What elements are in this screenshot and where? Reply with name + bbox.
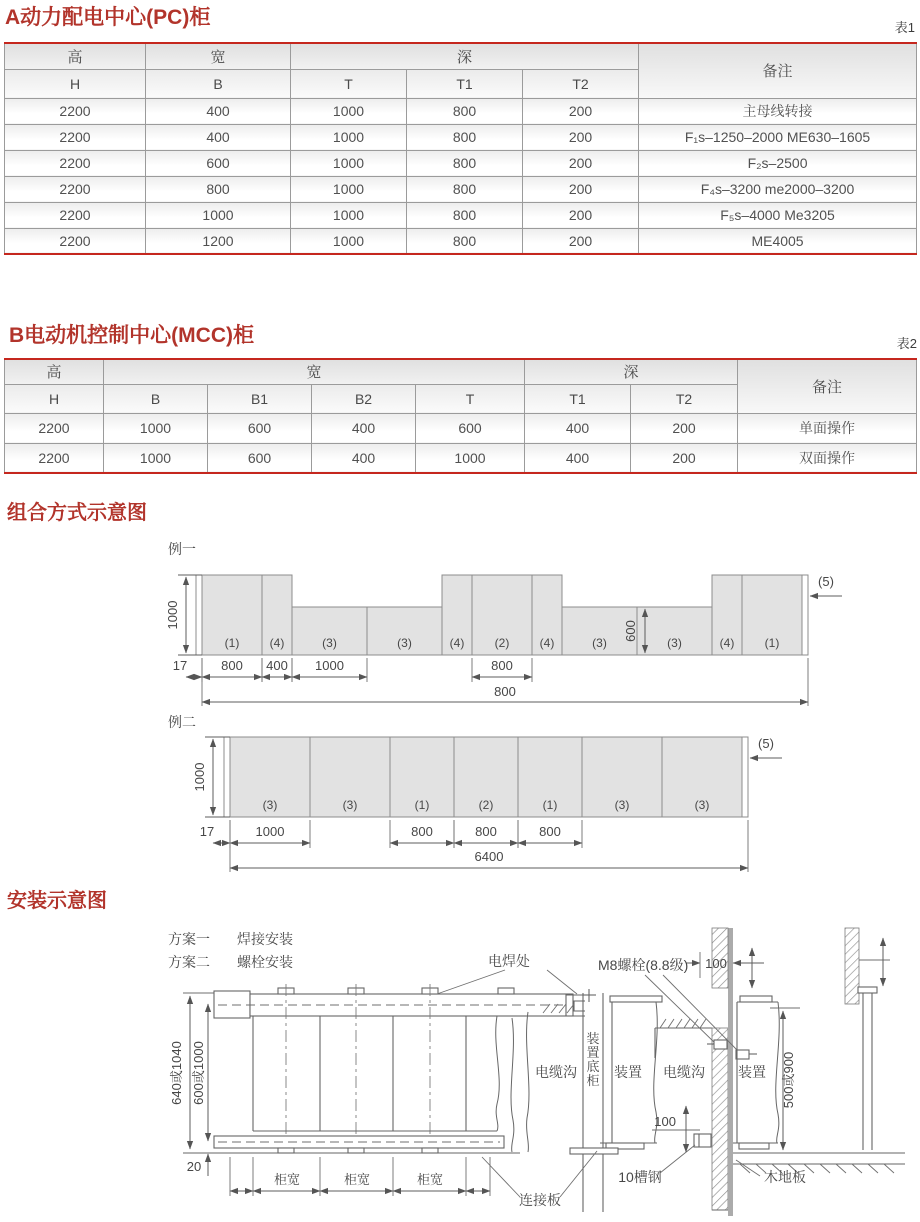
header-cell: T1 xyxy=(525,384,631,413)
cabinet-block-label: (4) xyxy=(719,636,735,650)
cabinet-width-label: 柜宽 xyxy=(273,1172,301,1187)
header-cell: 高 xyxy=(5,43,146,69)
table-cell: 200 xyxy=(523,228,639,254)
section-install-title: 安装示意图 xyxy=(7,890,107,912)
channel-steel-label: 10槽钢 xyxy=(618,1169,662,1185)
table-cell: 2200 xyxy=(5,176,146,202)
overall-dim-label: 6400 xyxy=(474,849,504,864)
table-cell: 1000 xyxy=(291,228,407,254)
device-right-label: 装置 xyxy=(738,1064,766,1080)
table-cell: 600 xyxy=(146,150,291,176)
height-dim-label: 1000 xyxy=(192,762,207,792)
table-cell: F₂s–2500 xyxy=(639,150,917,176)
height-dim-label: 1000 xyxy=(165,600,180,630)
width-dim-label: 800 xyxy=(411,824,433,839)
rect-element xyxy=(694,1134,711,1147)
tspan-element: 装 xyxy=(586,1031,600,1046)
table-cell: 主母线转接 xyxy=(639,98,917,124)
cabinet-width-dims xyxy=(230,1157,490,1196)
end-panel xyxy=(742,737,748,817)
table-cell: 800 xyxy=(407,98,523,124)
table-cell: 400 xyxy=(525,413,631,443)
table1-tag: 表1 xyxy=(894,20,915,35)
weld-point-label: 电焊处 xyxy=(488,953,530,969)
cabinet-row-section xyxy=(183,984,573,1153)
wall-gap-dim-label: 100 xyxy=(705,956,727,971)
cabinet-block-label: (4) xyxy=(269,636,285,650)
table-cell: 400 xyxy=(146,98,291,124)
cabinet-block-label: (2) xyxy=(494,636,510,650)
end-panel xyxy=(196,575,202,655)
connection-plate-label: 连接板 xyxy=(519,1192,561,1208)
table-row xyxy=(5,443,917,473)
header-cell: T1 xyxy=(407,69,523,98)
cabinet-block-label: (3) xyxy=(614,798,630,812)
cabinet-width-label: 柜宽 xyxy=(343,1172,371,1187)
plan1-method: 焊接安装 xyxy=(237,931,293,947)
header-cell: T2 xyxy=(523,69,639,98)
line-element xyxy=(560,1151,597,1197)
line-element xyxy=(547,970,577,994)
table-cell: 200 xyxy=(631,413,738,443)
combination-diagram xyxy=(0,530,920,880)
header-cell: 高 xyxy=(5,359,104,384)
tr-element xyxy=(5,43,917,69)
cabinet-block-label: (3) xyxy=(262,798,278,812)
table-cell: 800 xyxy=(407,228,523,254)
table-cell: 200 xyxy=(631,443,738,473)
cabinet-block-label: (3) xyxy=(667,636,682,650)
rect-element xyxy=(740,996,772,1002)
cabinet-block-label: (3) xyxy=(592,636,607,650)
plan2-name: 方案二 xyxy=(168,954,210,970)
section-combination-title: 组合方式示意图 xyxy=(7,502,147,524)
pc-spec-table xyxy=(4,42,917,255)
table-cell: 2200 xyxy=(5,124,146,150)
plan2-method: 螺栓安装 xyxy=(237,954,293,970)
end-panel xyxy=(224,737,230,817)
overall-dim-label: 800 xyxy=(494,684,516,699)
table-cell: 2200 xyxy=(5,443,104,473)
outer-height-dim-label: 640或1040 xyxy=(169,1041,184,1105)
table-row xyxy=(5,98,917,124)
table-cell: 1000 xyxy=(104,443,208,473)
table-cell: 2200 xyxy=(5,202,146,228)
cabinet-block-label: (1) xyxy=(542,798,558,812)
table-cell: 1000 xyxy=(291,176,407,202)
example-label: 例一 xyxy=(168,541,196,557)
base-height-dim-label: 20 xyxy=(186,1159,202,1174)
combination-example-2 xyxy=(168,714,782,872)
tr-element xyxy=(5,359,917,384)
header-cell: H xyxy=(5,69,146,98)
width-dim-label: 800 xyxy=(221,658,243,673)
section-pc-title: A动力配电中心(PC)柜 xyxy=(5,6,211,29)
header-cell: 深 xyxy=(291,43,639,69)
table-cell: 200 xyxy=(523,98,639,124)
tbody-element xyxy=(5,413,917,473)
plan-legend xyxy=(168,931,293,970)
table-cell: 1000 xyxy=(291,150,407,176)
table-cell: 1000 xyxy=(416,443,525,473)
cable-trench-right-label: 电缆沟 xyxy=(663,1064,705,1080)
line-element xyxy=(736,1160,760,1176)
cable-trench-left-label: 电缆沟 xyxy=(535,1064,577,1080)
table-row xyxy=(5,176,917,202)
table-cell: 1000 xyxy=(291,98,407,124)
wood-floor-label: 木地板 xyxy=(764,1169,806,1185)
header-cell: B xyxy=(146,69,291,98)
header-cell: 深 xyxy=(525,359,738,384)
mcc-spec-table xyxy=(4,358,917,474)
width-dim-label: 800 xyxy=(539,824,561,839)
rect-element xyxy=(712,1028,728,1210)
left-height-dims xyxy=(169,993,236,1176)
rect-element xyxy=(858,987,877,993)
line-element xyxy=(437,970,505,994)
tbody-element xyxy=(5,98,917,254)
path-element xyxy=(776,1002,780,1143)
mid-height-dim-label: 600 xyxy=(623,620,638,642)
rect-element xyxy=(278,1148,294,1153)
table-cell: 2200 xyxy=(5,413,104,443)
table-cell: 1000 xyxy=(291,124,407,150)
bolt-label: M8螺栓(8.8级) xyxy=(598,957,689,973)
table-cell: 600 xyxy=(208,443,312,473)
cabinet-block-label: (1) xyxy=(224,636,240,650)
header-cell: B xyxy=(104,384,208,413)
table-cell: ME4005 xyxy=(639,228,917,254)
rect-element xyxy=(845,928,859,1004)
cabinet-block-label: (3) xyxy=(322,636,337,650)
table-cell: 400 xyxy=(146,124,291,150)
table2-tag: 表2 xyxy=(896,336,917,351)
table-cell: F₄s–3200 me2000–3200 xyxy=(639,176,917,202)
table-cell: 800 xyxy=(407,150,523,176)
header-cell: 备注 xyxy=(738,359,917,413)
table-cell: F₅s–4000 Me3205 xyxy=(639,202,917,228)
table-cell: 2200 xyxy=(5,150,146,176)
connection-plate-callout xyxy=(482,1148,618,1208)
device-base-cabinet xyxy=(583,993,603,1212)
cable-trench-left xyxy=(511,1012,577,1152)
table-row xyxy=(5,124,917,150)
device-cabinet-middle xyxy=(600,996,662,1149)
tspan-element: 底 xyxy=(586,1059,600,1074)
table-cell: 2200 xyxy=(5,228,146,254)
device-left-label: 装置 xyxy=(614,1064,642,1080)
cabinet-block-label: (4) xyxy=(539,636,555,650)
section-mcc-title: B电动机控制中心(MCC)柜 xyxy=(9,324,254,347)
header-cell: B1 xyxy=(208,384,312,413)
rect-element xyxy=(498,988,514,994)
cabinet-block-label: (1) xyxy=(414,798,430,812)
table-cell: 单面操作 xyxy=(738,413,917,443)
header-cell: T xyxy=(291,69,407,98)
table-cell: 800 xyxy=(407,124,523,150)
edge-dim-label: 17 xyxy=(199,824,215,839)
table-cell: 800 xyxy=(146,176,291,202)
path-element xyxy=(496,1016,500,1131)
width-dim-label: 400 xyxy=(266,658,288,673)
header-cell: 宽 xyxy=(146,43,291,69)
path-element xyxy=(511,1018,514,1152)
table-cell: 1200 xyxy=(146,228,291,254)
cabinet-block-label: (3) xyxy=(342,798,358,812)
width-dim-label: 800 xyxy=(491,658,513,673)
cabinet-block-label: (3) xyxy=(694,798,710,812)
end-panel-label: (5) xyxy=(758,736,774,751)
far-right-wall xyxy=(845,928,890,1150)
installation-diagram xyxy=(0,918,920,1222)
cabinet-block-label: (4) xyxy=(449,636,465,650)
edge-dim-label: 17 xyxy=(172,658,188,673)
tspan-element: 置 xyxy=(586,1045,600,1060)
table-row xyxy=(5,413,917,443)
cabinet-width-label: 柜宽 xyxy=(416,1172,444,1187)
table-row xyxy=(5,228,917,254)
header-cell: B2 xyxy=(312,384,416,413)
rect-element xyxy=(736,1050,749,1059)
table-cell: 800 xyxy=(407,202,523,228)
table-cell: 200 xyxy=(523,124,639,150)
table-cell: 2200 xyxy=(5,98,146,124)
table-cell: F₁s–1250–2000 ME630–1605 xyxy=(639,124,917,150)
path-element xyxy=(527,1012,529,1152)
channel-depth-dim-label: 100 xyxy=(654,1114,676,1129)
right-height-dim xyxy=(770,1008,800,1150)
inner-height-dim-label: 600或1000 xyxy=(191,1041,206,1105)
path-element xyxy=(660,1019,706,1028)
end-panel-label: (5) xyxy=(818,574,834,589)
cabinet-block-label: (2) xyxy=(478,798,494,812)
table-cell: 400 xyxy=(312,413,416,443)
rect-element xyxy=(610,996,662,1002)
table-cell: 400 xyxy=(312,443,416,473)
table-cell: 1000 xyxy=(291,202,407,228)
building-wall xyxy=(728,928,733,1216)
device-cabinet-right xyxy=(733,996,779,1149)
table-cell: 800 xyxy=(407,176,523,202)
thead-element xyxy=(5,43,917,98)
table-cell: 1000 xyxy=(146,202,291,228)
header-cell: 宽 xyxy=(104,359,525,384)
table-cell: 600 xyxy=(416,413,525,443)
table-row xyxy=(5,150,917,176)
cabinet-block-label: (1) xyxy=(764,636,780,650)
rect-element xyxy=(348,1148,364,1153)
table-cell: 400 xyxy=(525,443,631,473)
thead-element xyxy=(5,359,917,413)
table-cell: 200 xyxy=(523,150,639,176)
header-cell: 备注 xyxy=(639,43,917,98)
example-label: 例二 xyxy=(168,714,196,730)
rect-element xyxy=(250,994,573,1016)
combination-example-1 xyxy=(165,541,842,706)
table-cell: 双面操作 xyxy=(738,443,917,473)
table-cell: 1000 xyxy=(104,413,208,443)
end-panel xyxy=(802,575,808,655)
table-cell: 600 xyxy=(208,413,312,443)
bolt-callout xyxy=(598,957,757,1059)
line-element xyxy=(645,975,716,1044)
device-base-cabinet-label xyxy=(586,1031,599,1088)
table-row xyxy=(5,202,917,228)
width-dim-label: 1000 xyxy=(255,824,285,839)
header-cell: T xyxy=(416,384,525,413)
tspan-element: 柜 xyxy=(586,1073,600,1088)
cabinet-block-label: (3) xyxy=(397,636,412,650)
rect-element xyxy=(570,1148,618,1154)
width-dim-label: 1000 xyxy=(315,658,344,673)
rect-element xyxy=(714,1040,727,1049)
plan1-name: 方案一 xyxy=(168,931,210,947)
rect-element xyxy=(422,1148,438,1153)
table-cell: 200 xyxy=(523,176,639,202)
header-cell: T2 xyxy=(631,384,738,413)
right-height-dim-label: 500或900 xyxy=(781,1051,796,1109)
wood-floor xyxy=(733,1153,905,1185)
line-element xyxy=(660,1145,695,1173)
width-dim-label: 800 xyxy=(475,824,497,839)
table-cell: 200 xyxy=(523,202,639,228)
rect-element xyxy=(739,1143,769,1149)
header-cell: H xyxy=(5,384,104,413)
